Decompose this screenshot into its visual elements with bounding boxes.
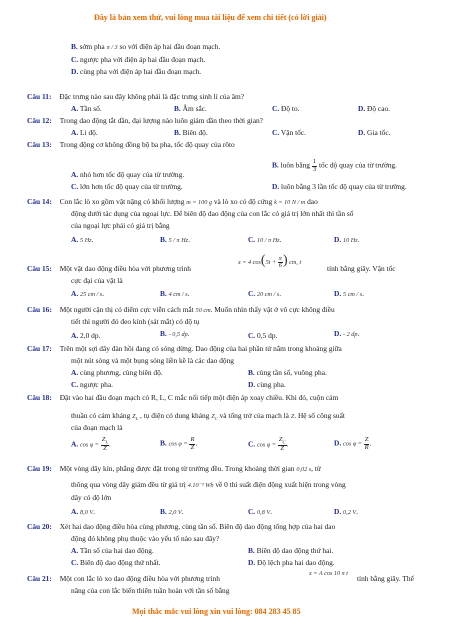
question-text: tính bằng giây. Vận tốc (327, 264, 396, 273)
option-c: C. 10 / π Hz. (248, 235, 282, 244)
option-c: C. cos φ = $\frac{Z_C}{Z}$ . (248, 436, 289, 452)
math: 4.10⁻³ Wb (187, 482, 214, 489)
question-text: Trong dao động tắt dần, đại lượng nào luôn giảm dần theo thời gian? (59, 116, 263, 125)
header-banner: Đây là bản xem thử, vui lòng mua tài liệu để xem chi tiết (có lời giải) (94, 13, 327, 22)
option-c: C. lớn hơn tốc độ quay của từ trường. (71, 182, 183, 191)
option-a: A. 25 cm / s. (71, 289, 105, 298)
question-15: Câu 15: Một vật dao động điều hòa với phương trình (27, 264, 191, 273)
math: π / 3 (106, 44, 118, 51)
question-18: Câu 18: Đặt vào hai đầu đoạn mạch có R, L, C mắc nối tiếp một điện áp xoay chiều. Khi đó, cuộn cảm (27, 393, 339, 402)
option-text: so với điện áp hai đầu đoạn mạch. (119, 42, 221, 51)
option-b: B. 5 / π Hz. (160, 235, 190, 244)
question-17: Câu 17: Trên một sợi dây đàn hồi đang có sóng dừng. Dao động của hai phần tử nằm trong khoảng giữa (27, 344, 342, 353)
question-number: Câu 15: (27, 264, 52, 273)
option-c: C. ngược pha. (71, 380, 113, 389)
option-d: D. 5 cm / s. (334, 289, 364, 298)
option-a: A. nhỏ hơn tốc độ quay của từ trường. (71, 170, 185, 179)
option-d: D. cos φ = $\frac{Z}{R}$ . (334, 436, 372, 451)
fraction: $\frac{1}{3}$ (312, 158, 317, 173)
question-text: năng của con lắc biến thiên tuần hoàn với tần số bằng (71, 586, 230, 595)
question-text: tiết thì người đó đeo kính (sát mắt) có độ tụ (71, 317, 200, 326)
question-13 (27, 141, 235, 150)
option-a: A. cùng phương, cùng biên độ. (71, 368, 163, 377)
option-d: D. Độ cao. (358, 104, 391, 113)
prev-option-b (71, 43, 220, 52)
question-21: Câu 21: Một con lắc lò xo dao động điều hòa với phương trình (27, 574, 220, 583)
option-b: B. Âm sắc. (174, 104, 207, 113)
option-a: A. 8,0 V. (71, 507, 95, 516)
option-b: B. Biên độ. (174, 128, 208, 137)
question-text: của ngoại lực phải có giá trị bằng (71, 221, 170, 230)
option-c: C. Vận tốc. (272, 128, 306, 137)
option-b: B. cos φ = $\frac{R}{Z}$ . (160, 436, 198, 451)
option-a: A. Li độ. (71, 128, 98, 137)
option-c: C. Độ to. (272, 104, 300, 113)
question-number: Câu 21: (27, 574, 52, 583)
question-text: Trong động cơ không đồng bộ ba pha, tốc độ quay của rôto (59, 140, 235, 149)
question-16: Câu 16: Một người cận thị có điểm cực viễn cách mắt 50 cm. Muốn nhìn thấy vật ở vô cực không điều (27, 305, 335, 314)
question-number: Câu 11: (27, 92, 52, 101)
question-text: của đoạn mạch là (71, 423, 123, 432)
option-b: B. 2,0 V. (160, 507, 184, 516)
question-text: một nút sóng và một bụng sóng liền kề là các dao động (71, 356, 234, 365)
question-text: cực đại của vật là (71, 276, 123, 285)
math: m = 100 g (186, 199, 212, 206)
option-d: D. 10 Hz. (334, 235, 360, 244)
question-11 (27, 93, 244, 102)
option-a: A. cos φ = $\frac{Z_L}{Z}$ . (71, 436, 111, 452)
option-c: C. 0,5 dp. (248, 331, 278, 340)
equation: x = 4 cos(5t + $\frac{\pi}{6}$ ) cm, t (238, 253, 302, 270)
option-d: D. 0,2 V. (334, 507, 358, 516)
option-c: C. Biên độ dao động thứ nhất. (71, 558, 161, 567)
option-text: cùng pha với điện áp hai đầu đoạn mạch. (80, 67, 202, 76)
option-c: C. 20 cm / s. (248, 289, 282, 298)
equation: x = A cos 10 π t (309, 570, 349, 577)
option-b: B. Biên độ dao động thứ hai. (248, 546, 334, 555)
math: k = 10 N / m (274, 199, 306, 206)
option-a: A. 5 Hz. (71, 235, 94, 244)
option-d: D. cùng pha. (248, 380, 286, 389)
question-number: Câu 17: (27, 344, 52, 353)
question-14: Câu 14: Con lắc lò xo gồm vật nặng có khối lượng m = 100 g và lò xo có độ cứng k = 10 N / m dao (27, 197, 318, 206)
question-text: thuần có cảm kháng $Z_L$ , tụ điện có dung kháng $Z_C$ và tổng trở của mạch là Z. Hệ số công suất (71, 411, 345, 422)
option-a: A. Tần số của hai dao động. (71, 546, 154, 555)
option-label: B. (71, 42, 78, 51)
question-number: Câu 20: (27, 522, 52, 531)
option-d: D. luôn bằng 3 lần tốc độ quay của từ trường. (272, 182, 407, 191)
math: 50 cm (195, 307, 211, 314)
prev-option-c (71, 56, 205, 65)
question-number: Câu 12: (27, 116, 52, 125)
question-number: Câu 16: (27, 305, 52, 314)
option-a: A. 2,0 dp. (71, 331, 101, 340)
question-19: Câu 19: Một vòng dây kín, phẳng được đặt trong từ trường đều. Trong khoảng thời gian 0,02 s, từ (27, 464, 321, 473)
question-number: Câu 19: (27, 464, 52, 473)
question-12 (27, 117, 263, 126)
question-text: thông qua vòng dây giảm đều từ giá trị 4.10⁻³ Wb về 0 thì suất điện động xuất hiện trong vòng (71, 480, 346, 489)
option-label: C. (71, 55, 79, 64)
option-d: D. Độ lệch pha hai dao động. (248, 558, 335, 567)
option-b: B. - 0,5 dp. (160, 329, 190, 338)
question-number: Câu 13: (27, 140, 52, 149)
option-d: D. Gia tốc. (358, 128, 391, 137)
question-text: tính bằng giây. Thế (357, 574, 414, 583)
question-number: Câu 14: (27, 197, 52, 206)
question-number: Câu 18: (27, 393, 52, 402)
option-text: ngược pha với điện áp hai đầu đoạn mạch. (80, 55, 206, 64)
question-text: động dưới tác dụng của ngoại lực. Để biên độ dao động của con lắc có giá trị lớn nhất thì tần số (71, 209, 354, 218)
option-d: D. - 2 dp. (334, 329, 360, 338)
option-label: D. (71, 67, 79, 76)
math: 0,02 s (296, 466, 312, 473)
option-b: B. luôn bằng $\frac{1}{3}$ tốc độ quay của từ trường. (272, 158, 397, 173)
prev-option-d (71, 68, 201, 77)
question-20: Câu 20: Xét hai dao động điều hòa cùng phương, cùng tần số. Biên độ dao động tổng hợp của hai dao (27, 522, 336, 531)
option-a: A. Tần số. (71, 104, 102, 113)
option-b: B. cùng tần số, vuông pha. (248, 368, 327, 377)
option-b: B. 4 cm / s. (160, 289, 190, 298)
question-text: Đặc trưng nào sau đây không phải là đặc trưng sinh lí của âm? (59, 92, 245, 101)
question-text: động đó không phụ thuộc vào yếu tố nào sau đây? (71, 534, 220, 543)
question-text: dây có độ lớn (71, 493, 112, 502)
option-c: C. 0,8 V. (248, 507, 272, 516)
footer-banner: Mọi thắc mắc vui lòng xin vui lòng: 084 283 45 85 (132, 607, 301, 616)
option-text: sớm pha (79, 42, 105, 51)
